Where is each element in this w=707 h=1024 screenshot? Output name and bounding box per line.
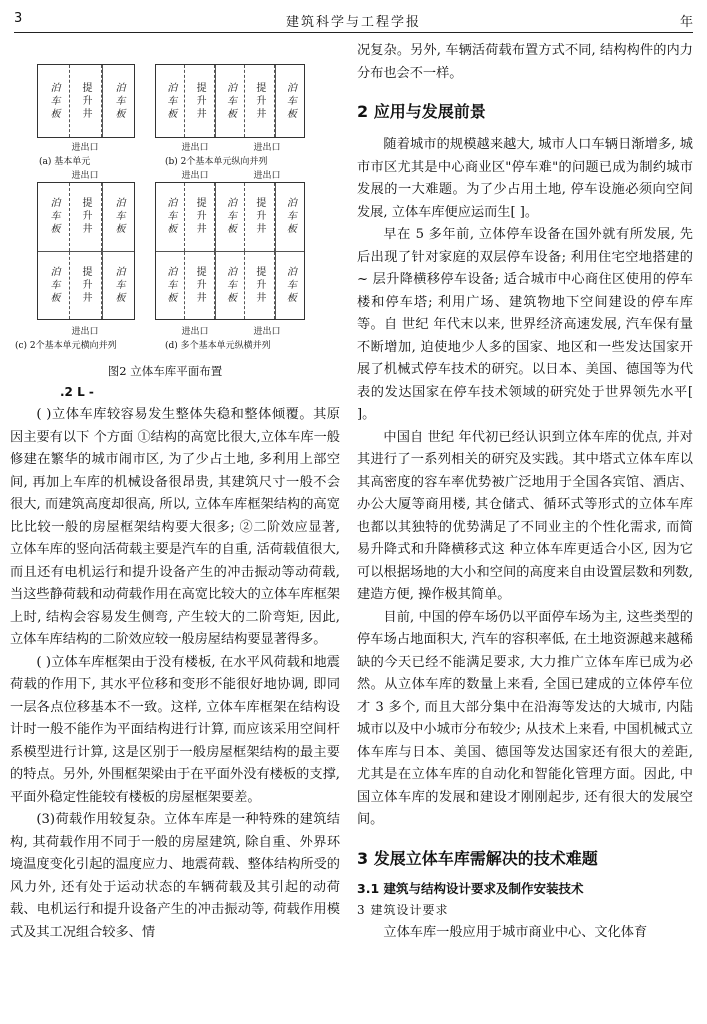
lift-shaft	[69, 65, 102, 137]
lift-shaft	[244, 183, 274, 251]
paragraph: 中国自 世纪 年代初已经认识到立体车库的优点, 并对其进行了一系列相关的研究及实践。其中塔式立体车库以其高密度的容车率优势被广泛地用于全国各宾馆、酒店、办公大厦等商用楼, 其仓储式、循环式等形式的立体车库也都以其独特的优势满足了不同业主的个性化需求, 而简易升降式和升降横移式这 种立体车库更适合小区, 因为它可以根据场地的大小和空间的高度来自由设置层数和列数, 建造方便, 操作极其简单。	[357, 429, 693, 602]
paragraph: 早在 5 多年前, 立体停车设备在国外就有所发展, 先后出现了针对家庭的双层停车设备; 利用住宅空地搭建的 ~ 层升降横移停车设备; 适合城市中心商住区使用的停车楼和停车塔; 利用广场、建筑物地下空间建设的停车库等。自 世纪 年代末以来, 世界经济高速发展, 汽车保有量不断增加, 迫使地少人多的国家、地区和一些发达国家开展了机械式停车技术的研究。以日本、美国、德国等为代表的发达国家在停车技术领域的研究处于世界领先水平[ ]。	[357, 227, 693, 422]
lift-shaft	[184, 252, 214, 320]
entry-label: 进出口	[71, 143, 99, 153]
lift-shaft	[69, 252, 102, 320]
parking-board	[215, 183, 244, 251]
unit-row	[38, 183, 134, 252]
parking-board-label: 泊车板	[48, 265, 59, 305]
entry-label: 进出口	[253, 327, 281, 337]
parking-board	[275, 183, 304, 251]
parking-board-label: 泊车板	[48, 197, 59, 237]
parking-board-label: 泊车板	[224, 265, 236, 305]
page-number: 3	[14, 11, 23, 26]
section-heading-2: 2 应用与发展前景	[357, 102, 486, 121]
parking-board-label: 泊车板	[164, 197, 176, 237]
paragraph: ( )立体车库框架由于没有楼板, 在水平风荷载和地震荷载的作用下, 其水平位移和变形不能很好地协调, 即同一层各点位移基本不一致。这样, 立体车库框架在结构设计时一般不能作为平面结构进行计算, 而应该采用空间杆系模型进行计算, 这是区别于一般房屋框架结构的最主要的特点。另外, 外围框架梁由于在平面外没有楼板的支撑, 平面外稳定性能较有楼板的房屋框架要差。	[10, 654, 340, 805]
parking-board-label: 泊车板	[284, 197, 296, 237]
paragraph: (3)荷载作用较复杂。立体车库是一种特殊的建筑结构, 其荷载作用不同于一般的房屋建筑, 除自重、外界环境温度变化引起的温度应力、地震荷载、整体结构所受的风力外, 还有处于运动状态的车辆荷载及其引起的动荷载、电机运行和提升设备产生的冲击振动等, 荷载作用模式及其工况组合较多、情	[10, 812, 340, 940]
subcaption-c: (c) 2个基本单元横向并列	[15, 341, 117, 351]
lift-shaft	[184, 65, 214, 137]
entry-label: 进出口	[181, 171, 209, 181]
parking-board	[215, 65, 244, 137]
parking-board-label: 泊车板	[224, 197, 236, 237]
left-column	[10, 404, 340, 944]
subcaption-d: (d) 多个基本单元纵横并列	[165, 341, 271, 351]
subcaption-a: (a) 基本单元	[39, 157, 91, 167]
lift-shaft-label: 提升井	[253, 265, 265, 305]
parking-board	[38, 183, 69, 251]
unit-row	[156, 252, 304, 320]
lift-shaft-label: 提升井	[80, 197, 91, 237]
section-heading-2-2: .2 L -	[60, 385, 94, 399]
unit-row	[156, 183, 304, 252]
parking-board-label: 泊车板	[48, 81, 59, 121]
parking-board-label: 泊车板	[284, 265, 296, 305]
parking-board	[102, 252, 134, 320]
parking-board	[215, 252, 244, 320]
entry-label: 进出口	[71, 171, 99, 181]
parking-board-label: 泊车板	[113, 265, 124, 305]
parking-board	[156, 65, 184, 137]
lift-shaft-label: 提升井	[194, 81, 206, 121]
parking-board-label: 泊车板	[113, 81, 124, 121]
entry-label: 进出口	[181, 143, 209, 153]
parking-board-label: 泊车板	[224, 81, 236, 121]
lift-shaft-label: 提升井	[80, 265, 91, 305]
unit-c	[37, 182, 135, 320]
parking-board	[102, 65, 134, 137]
lift-shaft-label: 提升井	[194, 265, 206, 305]
lift-shaft	[244, 252, 274, 320]
figure-2-parking-layout	[15, 56, 315, 356]
journal-title: 建筑科学与工程学报	[285, 15, 421, 30]
parking-board	[38, 65, 69, 137]
parking-board	[275, 65, 304, 137]
lift-shaft-label: 提升井	[80, 81, 91, 121]
paragraph: 况复杂。另外, 车辆活荷载布置方式不同, 结构构件的内力分布也会不一样。	[357, 43, 693, 81]
lift-shaft	[244, 65, 274, 137]
lift-shaft	[184, 183, 214, 251]
paragraph: 随着城市的规模越来越大, 城市人口车辆日渐增多, 城市市区尤其是中心商业区"停车难"的问题已成为制约城市发展的一大难题。为了少占用土地, 停车设施必须向空间发展, 立体车库便应运而生[ ]。	[357, 137, 693, 220]
lift-shaft-label: 提升井	[253, 81, 265, 121]
figure-caption: 图2 立体车库平面布置	[107, 364, 223, 378]
parking-board	[275, 252, 304, 320]
running-header	[14, 8, 693, 33]
parking-board-label: 泊车板	[164, 265, 176, 305]
year-label: 年	[679, 15, 693, 30]
paragraph: ( )立体车库较容易发生整体失稳和整体倾覆。其原因主要有以下 个方面 ①结构的高宽比很大,立体车库一般修建在繁华的城市闹市区, 为了少占土地, 多利用上部空间, 再加上车库的机械设备很昂贵, 其建筑尺寸一般不会很大, 而建筑高度却很高, 所以, 立体车库框架结构的高宽比比较一般的房屋框架结构要大很多; ②二阶效应显著, 立体车库的竖向活荷载主要是汽车的自重, 活荷载值很大, 而且还有电机运行和提升设备产生的冲击振动等动荷载, 当这些静荷载和动荷载作用在高宽比较大的立体车库框架上时, 结构会容易发生侧弯, 产生较大的二阶弯矩, 因此, 立体车库结构的二阶效应较一般房屋结构要显著得多。	[10, 407, 340, 647]
entry-label: 进出口	[253, 143, 281, 153]
parking-board	[156, 252, 184, 320]
unit-a	[37, 64, 135, 138]
paragraph: 立体车库一般应用于城市商业中心、文化体育	[383, 924, 648, 940]
subsection-heading-3-1: 3.1 建筑与结构设计要求及制作安装技术	[357, 880, 584, 896]
entry-label: 进出口	[181, 327, 209, 337]
lift-shaft-label: 提升井	[253, 197, 265, 237]
lift-shaft	[69, 183, 102, 251]
section-heading-3: 3 发展立体车库需解决的技术难题	[357, 848, 598, 868]
subsubsection-heading: 3 建筑设计要求	[357, 902, 449, 917]
parking-board-label: 泊车板	[164, 81, 176, 121]
right-column	[357, 40, 693, 944]
parking-board	[102, 183, 134, 251]
subcaption-b: (b) 2个基本单元纵向并列	[165, 157, 268, 167]
parking-board-label: 泊车板	[113, 197, 124, 237]
parking-board	[38, 252, 69, 320]
paragraph: 目前, 中国的停车场仍以平面停车场为主, 这些类型的停车场占地面积大, 汽车的容积率低, 在土地资源越来越稀缺的今天已经不能满足要求, 大力推广立体车库已成为必然。从立体车库的数量上来看, 全国已建成的立体停车位才 3 多个, 而且大部分集中在沿海等发达的大城市, 内陆城市以及中小城市分布较少; 从技术上来看, 中国机械式立体车库与日本、美国、德国等发达国家还有很大的差距, 尤其是在立体车库的自动化和智能化管理方面。因此, 中国立体车库的发展和建设才刚刚起步, 还有很大的发展空间。	[357, 609, 693, 827]
parking-board	[156, 183, 184, 251]
parking-board-label: 泊车板	[284, 81, 296, 121]
unit-b	[155, 64, 305, 138]
unit-d	[155, 182, 305, 320]
entry-label: 进出口	[253, 171, 281, 181]
entry-label: 进出口	[71, 327, 99, 337]
unit-row	[38, 252, 134, 320]
lift-shaft-label: 提升井	[194, 197, 206, 237]
